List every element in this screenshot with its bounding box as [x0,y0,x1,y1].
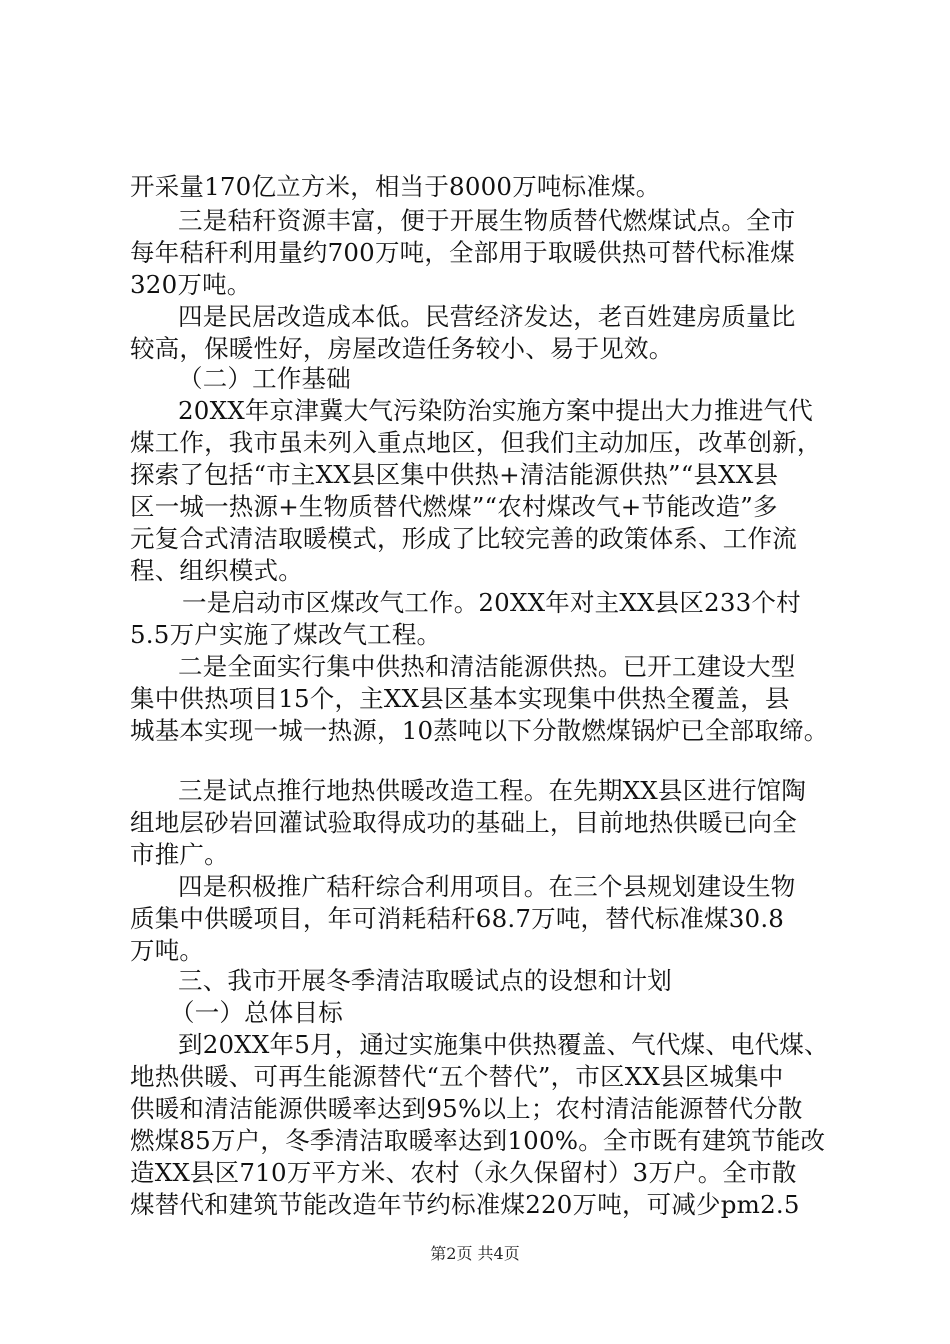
text-line: 三是秸秆资源丰富，便于开展生物质替代燃煤试点。全市 [178,206,796,235]
section-heading: （一）总体目标 [170,998,343,1027]
page-number-footer: 第2页 共4页 [430,1244,520,1263]
text-line: 造XX县区710万平方米、农村（永久保留村）3万户。全市散 [130,1158,797,1187]
text-line: 四是民居改造成本低。民营经济发达，老百姓建房质量比 [178,302,796,331]
text-line: 320万吨。 [130,270,252,299]
text-line: 四是积极推广秸秆综合利用项目。在三个县规划建设生物 [178,872,796,901]
text-line: 万吨。 [130,936,205,965]
text-line: 到20XX年5月，通过实施集中供热覆盖、气代煤、电代煤、 [178,1030,829,1059]
section-heading: 三、我市开展冬季清洁取暖试点的设想和计划 [178,966,672,995]
text-line: 市推广。 [130,840,229,869]
text-line: 每年秸秆利用量约700万吨，全部用于取暖供热可替代标准煤 [130,238,795,267]
text-line: 地热供暖、可再生能源替代“五个替代”，市区XX县区城集中 [130,1062,784,1091]
text-line: 元复合式清洁取暖模式，形成了比较完善的政策体系、工作流 [130,524,797,553]
text-line: 区一城一热源+生物质替代燃煤”“农村煤改气+节能改造”多 [130,492,778,521]
section-heading: （二）工作基础 [178,364,351,393]
text-line: 燃煤85万户，冬季清洁取暖率达到100%。全市既有建筑节能改 [130,1126,826,1155]
text-line: 质集中供暖项目，年可消耗秸秆68.7万吨，替代标准煤30.8 [130,904,785,933]
text-line: 煤工作，我市虽未列入重点地区，但我们主动加压，改革创新， [130,428,822,457]
text-line: 三是试点推行地热供暖改造工程。在先期XX县区进行馆陶 [178,776,807,805]
text-line: 5.5万户实施了煤改气工程。 [130,620,442,649]
text-line: 20XX年京津冀大气污染防治实施方案中提出大力推进气代 [178,396,813,425]
text-line: 程、组织模式。 [130,556,303,585]
text-line: 一是启动市区煤改气工作。20XX年对主XX县区233个村 [182,588,801,617]
text-line: 较高，保暖性好，房屋改造任务较小、易于见效。 [130,334,674,363]
text-line: 探索了包括“市主XX县区集中供热+清洁能源供热”“县XX县 [130,460,779,489]
text-line: 组地层砂岩回灌试验取得成功的基础上，目前地热供暖已向全 [130,808,797,837]
text-line: 城基本实现一城一热源，10蒸吨以下分散燃煤锅炉已全部取缔。 [130,716,829,745]
text-line: 供暖和清洁能源供暖率达到95%以上；农村清洁能源替代分散 [130,1094,803,1123]
text-line: 煤替代和建筑节能改造年节约标准煤220万吨，可减少pm2.5 [130,1190,800,1219]
text-line: 开采量170亿立方米，相当于8000万吨标准煤。 [130,172,661,201]
text-line: 集中供热项目15个，主XX县区基本实现集中供热全覆盖，县 [130,684,790,713]
text-line: 二是全面实行集中供热和清洁能源供热。已开工建设大型 [178,652,796,681]
